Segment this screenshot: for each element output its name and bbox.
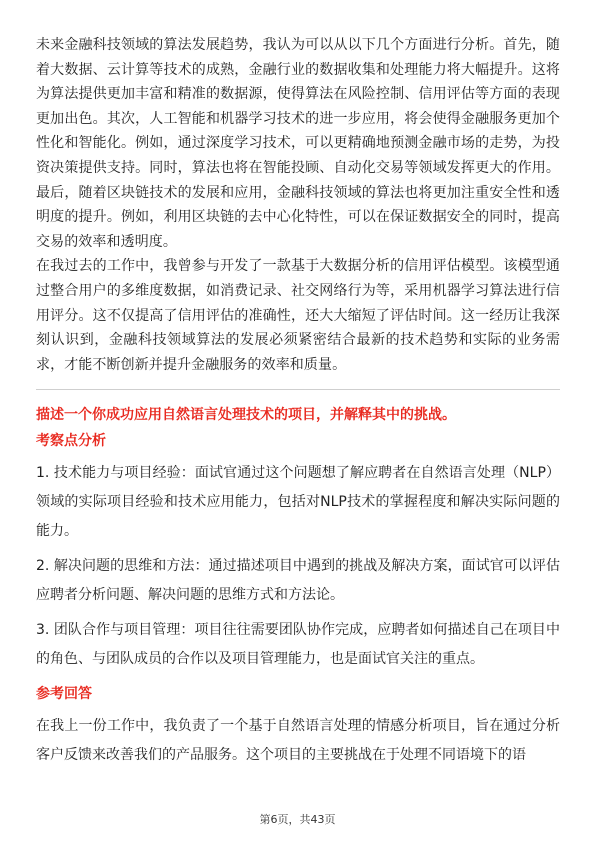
intro-paragraph-2: 在我过去的工作中，我曾参与开发了一款基于大数据分析的信用评估模型。该模型通过整合用户的多维度数据，如消费记录、社交网络行为等，采用机器学习算法进行信用评分。这不仅提高了信用评估的准确性，还大大缩短了评估时间。这一经历让我深刻认识到，金融科技领域算法的发展必须紧密结合最新的技术趋势和实际的业务需求，才能不断创新并提升金融服务的效率和质量。 [36,258,560,373]
intro-paragraph-1: 未来金融科技领域的算法发展趋势，我认为可以从以下几个方面进行分析。首先，随着大数据、云计算等技术的成熟，金融行业的数据收集和处理能力将大幅提升。这将为算法提供更加丰富和精准的数据源，使得算法在风险控制、信用评估等方面的表现更加出色。其次，人工智能和机器学习技术的进一步应用，将会使得金融服务更加个性化和智能化。例如，通过深度学习技术，可以更精确地预测金融市场的走势，为投资决策提供支持。同时，算法也将在智能投顾、自动化交易等领域发挥更大的作用。最后，随着区块链技术的发展和应用，金融科技领域的算法也将更加注重安全性和透明度的提升。例如，利用区块链的去中心化特性，可以在保证数据安全的同时，提高交易的效率和透明度。 [36,37,560,250]
page-content [36,33,560,776]
page-number: 第6页，共43页 [259,813,336,826]
reference-answer: 在我上一份工作中，我负责了一个基于自然语言处理的情感分析项目，旨在通过分析客户反馈来改善我们的产品服务。这个项目的主要挑战在于处理不同语境下的语 [36,718,560,764]
section-divider [36,389,560,390]
analysis-heading: 考察点分析 [36,433,106,450]
interview-question: 描述一个你成功应用自然语言处理技术的项目，并解释其中的挑战。 [36,407,456,424]
reference-heading: 参考回答 [36,686,92,703]
analysis-point-2: 2. 解决问题的思维和方法：通过描述项目中遇到的挑战及解决方案，面试官可以评估应聘者分析问题、解决问题的思维方式和方法论。 [36,558,560,604]
analysis-point-1: 1. 技术能力与项目经验：面试官通过这个问题想了解应聘者在自然语言处理（NLP）领域的实际项目经验和技术应用能力，包括对NLP技术的掌握程度和解决实际问题的能力。 [36,465,560,540]
analysis-point-3: 3. 团队合作与项目管理：项目往往需要团队协作完成，应聘者如何描述自己在项目中的角色、与团队成员的合作以及项目管理能力，也是面试官关注的重点。 [36,622,560,668]
